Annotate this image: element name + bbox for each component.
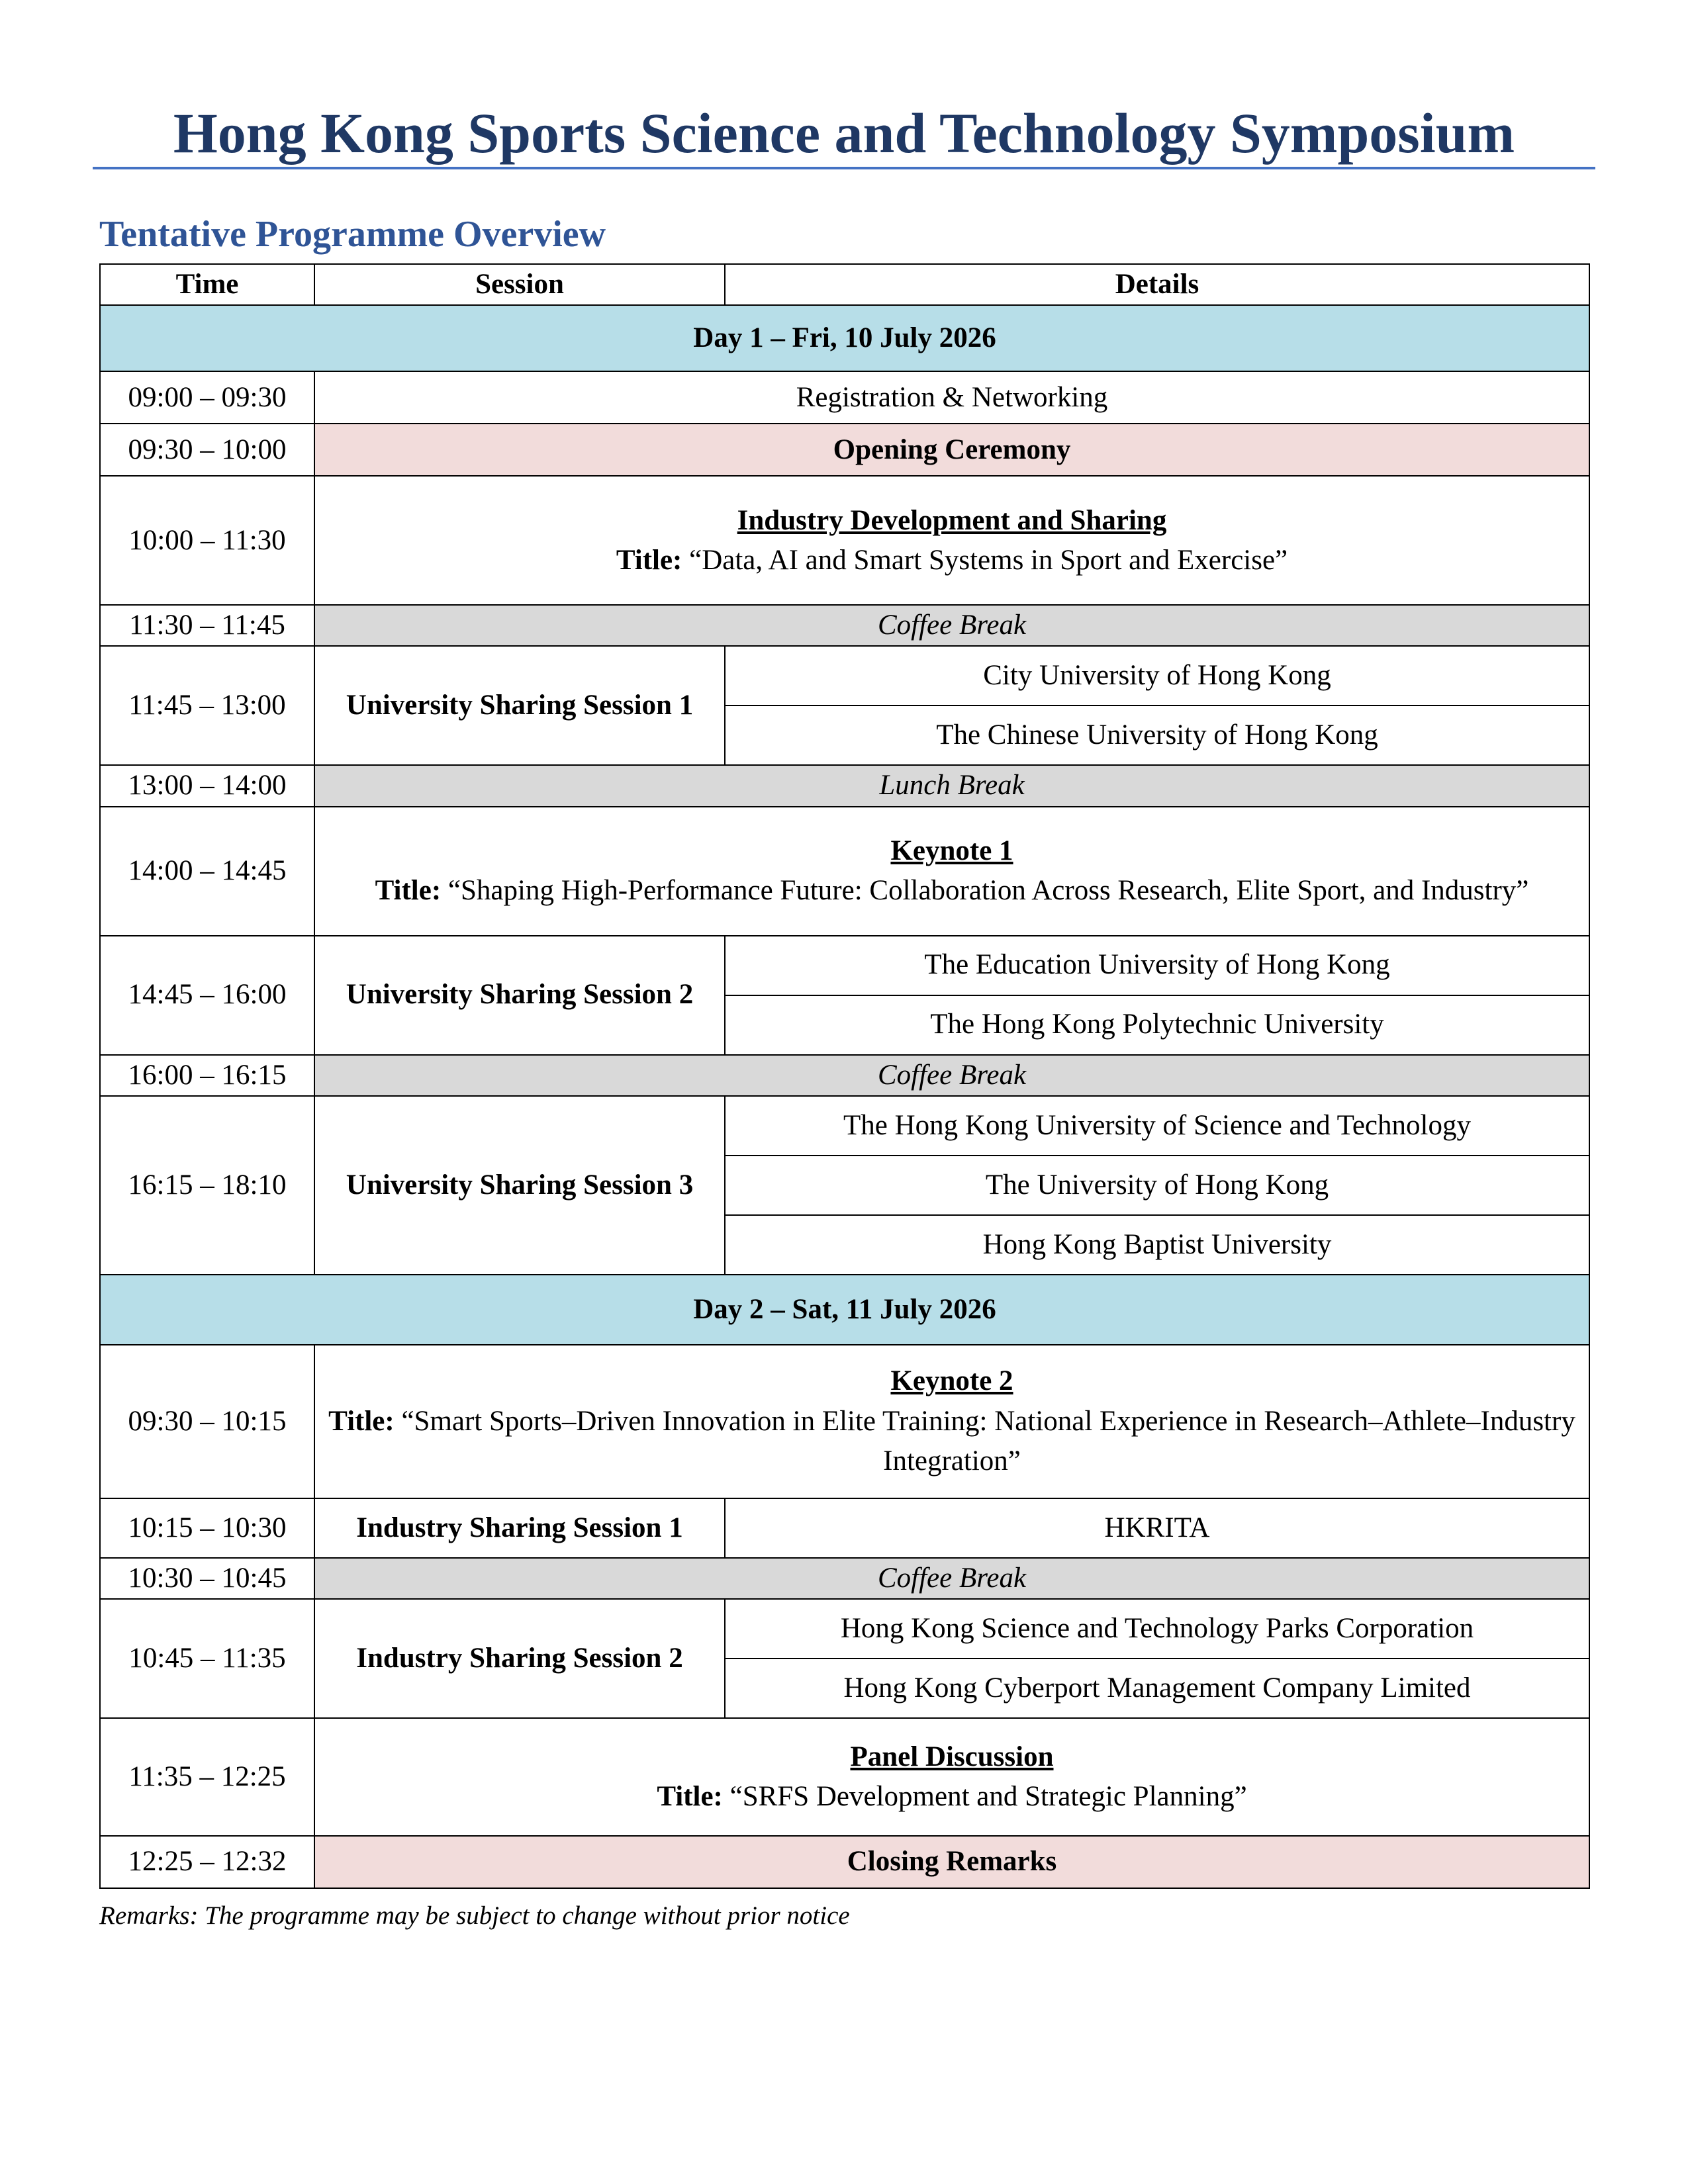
time-cell: 09:30 – 10:15 [100, 1345, 314, 1498]
time-cell: 16:15 – 18:10 [100, 1096, 314, 1275]
closing-remarks-cell: Closing Remarks [314, 1836, 1589, 1888]
detail-cell: The University of Hong Kong [725, 1156, 1589, 1215]
break-cell: Lunch Break [314, 765, 1589, 806]
programme-table [99, 263, 1590, 1889]
session-name: Industry Sharing Session 1 [314, 1498, 725, 1558]
title-label: Title: [328, 1405, 395, 1437]
event-cell [314, 1345, 1589, 1498]
detail-cell: HKRITA [725, 1498, 1589, 1558]
title-text: “SRFS Development and Strategic Planning” [729, 1780, 1247, 1812]
detail-cell: The Hong Kong University of Science and Technology [725, 1096, 1589, 1156]
time-cell: 10:00 – 11:30 [100, 476, 314, 605]
detail-cell: The Hong Kong Polytechnic University [725, 995, 1589, 1055]
table-row [100, 1599, 1589, 1659]
day-band-row [100, 305, 1589, 371]
session-name: Industry Sharing Session 2 [314, 1599, 725, 1718]
day-2-label: Day 2 – Sat, 11 July 2026 [100, 1275, 1589, 1345]
event-cell [314, 1718, 1589, 1836]
detail-cell: Hong Kong Baptist University [725, 1215, 1589, 1275]
title-text: “Smart Sports–Driven Innovation in Elite Training: National Experience in Research–Athlete–Industry Integration” [401, 1405, 1575, 1477]
break-cell: Coffee Break [314, 1055, 1589, 1096]
time-cell: 10:15 – 10:30 [100, 1498, 314, 1558]
time-cell: 11:35 – 12:25 [100, 1718, 314, 1836]
break-cell: Coffee Break [314, 1558, 1589, 1599]
title-text: “Shaping High-Performance Future: Collaboration Across Research, Elite Sport, and Industry” [447, 875, 1529, 907]
time-cell: 16:00 – 16:15 [100, 1055, 314, 1096]
event-heading: Panel Discussion [850, 1741, 1054, 1772]
detail-cell: Hong Kong Cyberport Management Company Limited [725, 1659, 1589, 1718]
opening-ceremony-cell: Opening Ceremony [314, 424, 1589, 476]
remarks-note: Remarks: The programme may be subject to change without prior notice [99, 1901, 850, 1930]
detail-cell: The Chinese University of Hong Kong [725, 705, 1589, 765]
time-cell: 10:45 – 11:35 [100, 1599, 314, 1718]
table-row [100, 1558, 1589, 1599]
table-row [100, 936, 1589, 995]
event-title [323, 541, 1581, 580]
table-row [100, 476, 1589, 605]
header-time: Time [100, 264, 314, 305]
time-cell: 14:45 – 16:00 [100, 936, 314, 1055]
day-1-label: Day 1 – Fri, 10 July 2026 [100, 305, 1589, 371]
day-band-row [100, 1275, 1589, 1345]
table-row [100, 371, 1589, 424]
header-session: Session [314, 264, 725, 305]
session-name: University Sharing Session 1 [314, 646, 725, 765]
time-cell: 12:25 – 12:32 [100, 1836, 314, 1888]
table-row [100, 1498, 1589, 1558]
detail-cell: City University of Hong Kong [725, 646, 1589, 705]
session-name: University Sharing Session 2 [314, 936, 725, 1055]
table-header-row [100, 264, 1589, 305]
title-label: Title: [657, 1780, 723, 1812]
table-row [100, 1718, 1589, 1836]
break-cell: Coffee Break [314, 605, 1589, 646]
time-cell: 14:00 – 14:45 [100, 807, 314, 936]
time-cell: 09:30 – 10:00 [100, 424, 314, 476]
title-label: Title: [616, 544, 682, 576]
event-heading: Keynote 2 [890, 1365, 1013, 1397]
table-row [100, 765, 1589, 806]
section-heading: Tentative Programme Overview [99, 214, 606, 255]
table-row [100, 1836, 1589, 1888]
event-cell [314, 476, 1589, 605]
event-title [323, 1777, 1581, 1817]
table-row [100, 1055, 1589, 1096]
time-cell: 11:45 – 13:00 [100, 646, 314, 765]
event-title [323, 1402, 1581, 1481]
table-row [100, 1096, 1589, 1156]
table-row [100, 807, 1589, 936]
detail-cell: The Education University of Hong Kong [725, 936, 1589, 995]
detail-cell: Hong Kong Science and Technology Parks Corporation [725, 1599, 1589, 1659]
title-text: “Data, AI and Smart Systems in Sport and Exercise” [689, 544, 1288, 576]
header-details: Details [725, 264, 1589, 305]
table-row [100, 1345, 1589, 1498]
title-label: Title: [375, 875, 442, 907]
event-title [323, 871, 1581, 911]
time-cell: 10:30 – 10:45 [100, 1558, 314, 1599]
event-cell: Registration & Networking [314, 371, 1589, 424]
time-cell: 13:00 – 14:00 [100, 765, 314, 806]
event-cell [314, 807, 1589, 936]
table-row [100, 424, 1589, 476]
title-underline [93, 167, 1595, 169]
session-name: University Sharing Session 3 [314, 1096, 725, 1275]
table-row [100, 605, 1589, 646]
table-row [100, 646, 1589, 705]
event-heading: Keynote 1 [890, 835, 1013, 866]
time-cell: 11:30 – 11:45 [100, 605, 314, 646]
event-heading: Industry Development and Sharing [737, 504, 1167, 536]
time-cell: 09:00 – 09:30 [100, 371, 314, 424]
document-title: Hong Kong Sports Science and Technology Symposium [173, 101, 1515, 165]
